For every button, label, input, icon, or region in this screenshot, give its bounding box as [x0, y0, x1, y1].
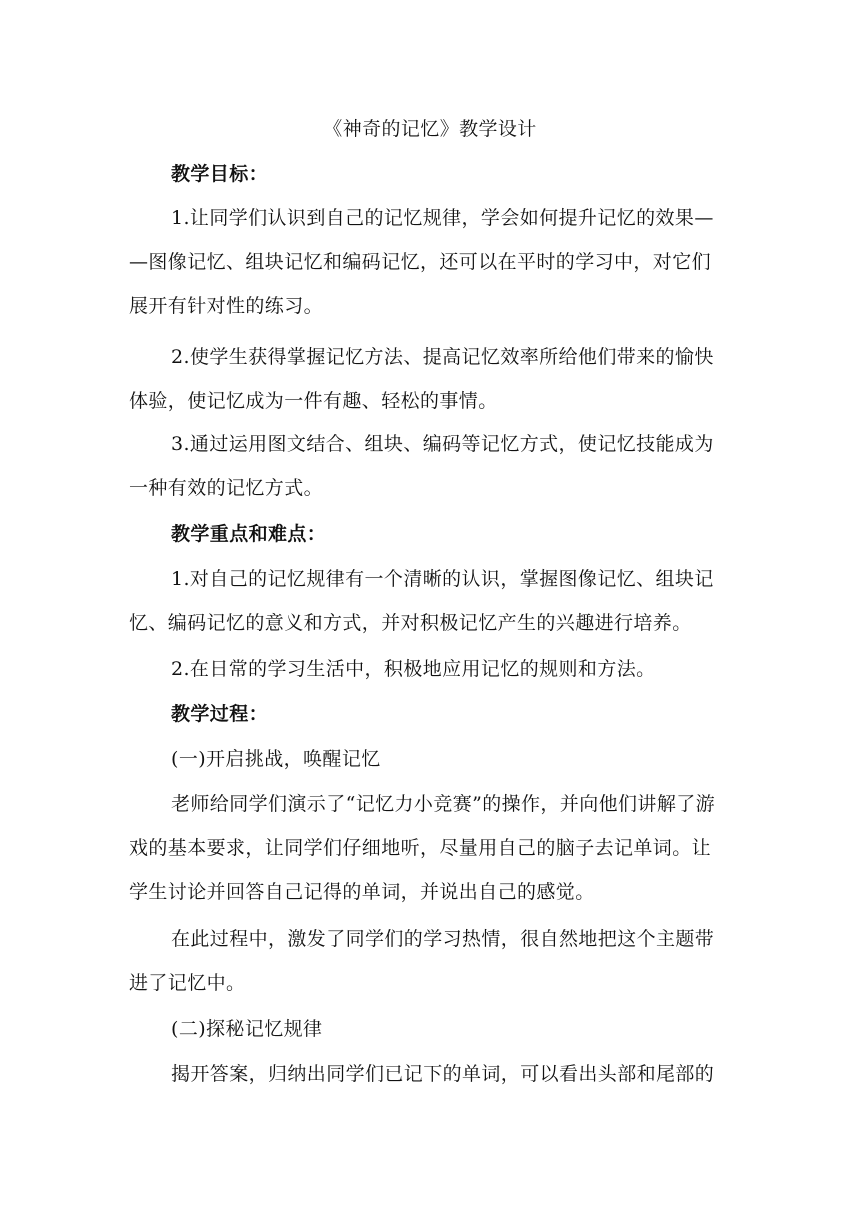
- text-line: 老师给同学们演示了“记忆力小竞赛”的操作，并向他们讲解了游: [171, 793, 716, 815]
- key-points-heading: 教学重点和难点：: [171, 523, 327, 545]
- process-heading: 教学过程：: [171, 703, 269, 725]
- step-2-paragraph-1: [129, 1052, 731, 1096]
- objectives-heading: 教学目标：: [171, 163, 269, 185]
- text-line: 3.通过运用图文结合、组块、编码等记忆方式，使记忆技能成为: [171, 433, 714, 455]
- step-1-paragraph-2: [129, 917, 731, 1005]
- objective-item-1: [129, 196, 731, 328]
- step-title: (二)探秘记忆规律: [171, 1018, 323, 1040]
- step-1-title: [129, 737, 731, 781]
- step-2-title: [129, 1007, 731, 1051]
- text-line: 展开有针对性的练习。: [129, 295, 324, 317]
- process-section: [129, 692, 731, 736]
- text-line: 揭开答案，归纳出同学们已记下的单词，可以看出头部和尾部的: [171, 1063, 715, 1085]
- step-title: (一)开启挑战，唤醒记忆: [171, 748, 381, 770]
- text-line: 进了记忆中。: [129, 972, 246, 994]
- key-point-item-2: [129, 647, 731, 691]
- text-line: 体验，使记忆成为一件有趣、轻松的事情。: [129, 390, 498, 412]
- text-line: 2.在日常的学习生活中，积极地应用记忆的规则和方法。: [171, 658, 656, 680]
- text-line: 戏的基本要求，让同学们仔细地听，尽量用自己的脑子去记单词。让: [129, 837, 712, 859]
- key-points-section: [129, 512, 731, 556]
- document-title: 《神奇的记忆》教学设计: [323, 118, 537, 140]
- text-line: 学生讨论并回答自己记得的单词，并说出自己的感觉。: [129, 881, 595, 903]
- objective-item-2: [129, 335, 731, 423]
- text-line: 在此过程中，激发了同学们的学习热情，很自然地把这个主题带: [171, 928, 715, 950]
- step-1-paragraph-1: [129, 782, 731, 914]
- objective-item-3: [129, 422, 731, 510]
- text-line: —图像记忆、组块记忆和编码记忆，还可以在平时的学习中，对它们: [129, 251, 712, 273]
- text-line: 1.对自己的记忆规律有一个清晰的认识，掌握图像记忆、组块记: [171, 568, 714, 590]
- text-line: 1.让同学们认识到自己的记忆规律，学会如何提升记忆的效果—: [171, 207, 714, 229]
- key-point-item-1: [129, 557, 731, 645]
- text-line: 忆、编码记忆的意义和方式，并对积极记忆产生的兴趣进行培养。: [129, 612, 692, 634]
- text-line: 2.使学生获得掌握记忆方法、提高记忆效率所给他们带来的愉快: [171, 346, 714, 368]
- text-line: 一种有效的记忆方式。: [129, 477, 324, 499]
- objectives-section: [129, 152, 731, 196]
